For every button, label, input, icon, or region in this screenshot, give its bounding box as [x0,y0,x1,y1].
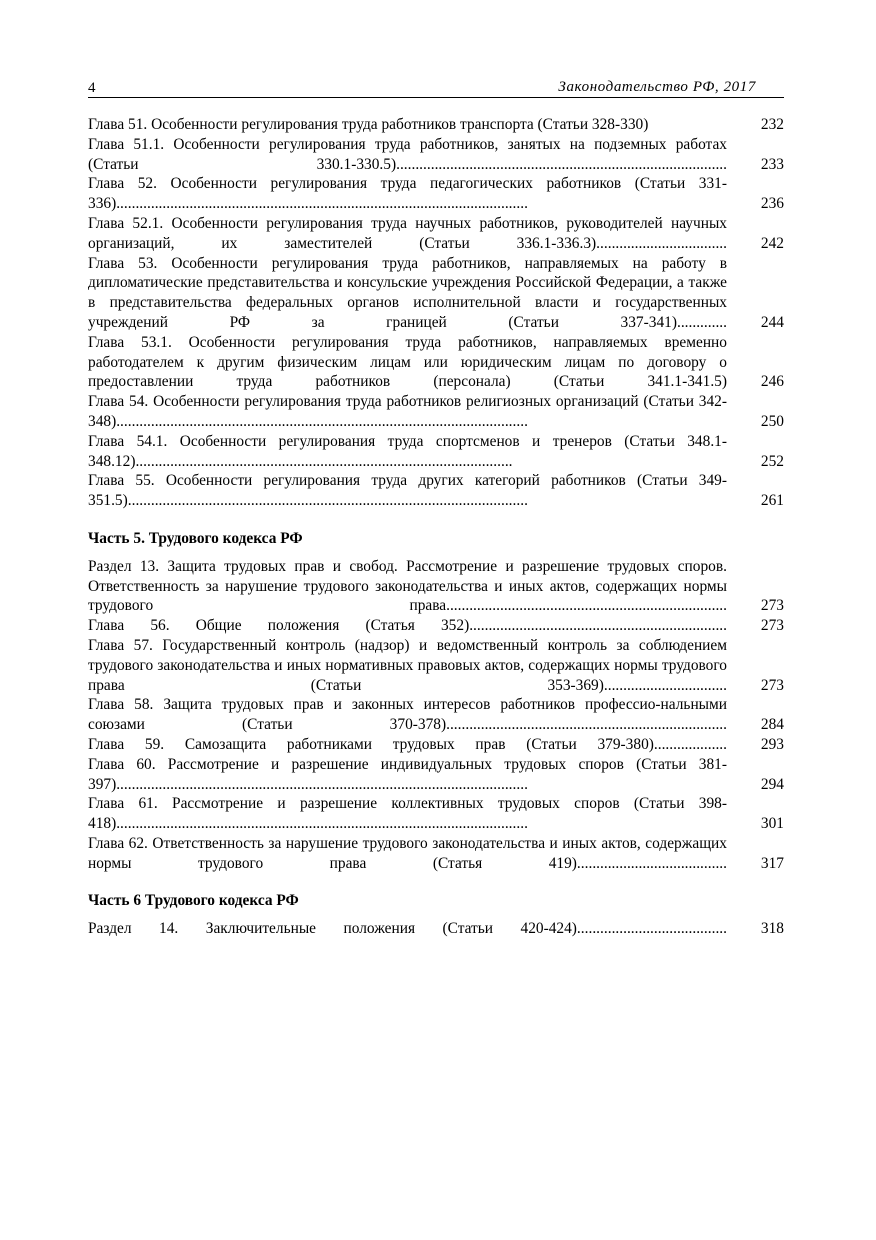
toc-entry[interactable] [88,214,784,254]
toc-entry[interactable] [88,695,784,735]
part-5-heading: Часть 5. Трудового кодекса РФ [88,529,303,547]
toc-entry-title: Глава 60. Рассмотрение и разрешение индивидуальных трудовых споров (Статьи 381-397)........................................................................................................... [88,755,727,793]
document-page [88,78,784,939]
toc-entry[interactable] [88,834,784,874]
toc-entry-page: 246 [760,373,784,391]
part-6-heading: Часть 6 Трудового кодекса РФ [88,892,299,910]
toc-entry-page: 318 [760,920,784,938]
header-title: Законодательство РФ, 2017 [558,79,756,95]
toc-entry-page: 284 [760,716,784,734]
toc-entry[interactable] [88,794,784,834]
toc-entry[interactable] [88,432,784,472]
toc-entry[interactable] [88,636,784,695]
toc-entry-title: Глава 53. Особенности регулирования труда работников, направляемых на работу в дипломатические представительства и консульские учреждения Российской Федерации, а также в представительства федеральных органов исполнительной власти и государственных учреждений РФ за границей (Статьи 337-341)............. [88,254,727,331]
toc-entry-title: Глава 62. Ответственность за нарушение трудового законодательства и иных актов, содержащих нормы трудового права (Статья 419)....................................... [88,834,727,872]
toc-entry[interactable] [88,755,784,795]
toc-entry[interactable] [88,919,784,939]
toc-entry-title: Глава 56. Общие положения (Статья 352)................................................................... [88,617,727,635]
toc-entry-title: Глава 51. Особенности регулирования труда работников транспорта (Статьи 328-330) [88,116,649,133]
toc-entry[interactable] [88,333,784,392]
toc-entry-title: Раздел 14. Заключительные положения (Статьи 420-424)....................................... [88,920,727,938]
toc-entry-page: 301 [760,815,784,833]
toc-entry[interactable] [88,254,784,333]
toc-entry-title: Глава 53.1. Особенности регулирования труда работников, направляемых временно работодателем к другим физическим лицам или юридическим лицам по договору о предоставлении труда работников (персонала) (Статьи 341.1-341.5) [88,333,727,391]
toc-entry-title: Глава 52.1. Особенности регулирования труда научных работников, руководителей научных организаций, их заместителей (Статьи 336.1-336.3).................................. [88,214,727,252]
table-of-contents [88,115,784,939]
toc-entry[interactable] [88,616,784,636]
toc-entry-title: Глава 61. Рассмотрение и разрешение коллективных трудовых споров (Статьи 398-418)........................................................................................................... [88,795,727,833]
toc-entry-title: Глава 54.1. Особенности регулирования труда спортсменов и тренеров (Статьи 348.1-348.12).................................................................................................. [88,432,727,470]
toc-entry-title: Глава 59. Самозащита работниками трудовых прав (Статьи 379-380)................... [88,735,727,753]
toc-entry[interactable] [88,735,784,755]
toc-entry[interactable] [88,557,784,616]
toc-entry-page: 242 [760,234,784,252]
toc-entry-page: 273 [760,597,784,615]
toc-entry-title: Глава 51.1. Особенности регулирования труда работников, занятых на подземных работах (Статьи 330.1-330.5)...................................................................................... [88,135,727,173]
toc-entry-title: Глава 57. Государственный контроль (надзор) и ведомственный контроль за соблюдением трудового законодательства и иных нормативных правовых актов, содержащих нормы трудового права (Статьи 353-369)................................ [88,636,727,694]
toc-entry-title: Раздел 13. Защита трудовых прав и свобод. Рассмотрение и разрешение трудовых споров. Ответственность за нарушение трудового законодательства и иных актов, содержащих нормы трудового права......................................................................... [88,557,727,615]
toc-entry-page: 236 [760,195,784,213]
toc-entry-page: 294 [760,775,784,793]
toc-entry-title: Глава 58. Защита трудовых прав и законных интересов работников профессио-нальными союзами (Статьи 370-378)......................................................................... [88,696,727,734]
toc-entry[interactable] [88,392,784,432]
toc-entry[interactable] [88,115,784,135]
running-header [88,78,784,98]
toc-entry-page: 261 [760,492,784,510]
toc-entry-page: 317 [760,854,784,872]
toc-entry-page: 252 [760,452,784,470]
toc-entry[interactable] [88,471,784,511]
toc-entry-page: 244 [760,313,784,331]
toc-entry-page: 233 [760,155,784,173]
toc-entry-title: Глава 55. Особенности регулирования труда других категорий работников (Статьи 349-351.5)........................................................................................................ [88,472,727,510]
toc-entry-page: 273 [760,617,784,635]
page-number: 4 [88,80,96,96]
toc-entry-page: 273 [760,676,784,694]
toc-entry-title: Глава 54. Особенности регулирования труда работников религиозных организаций (Статьи 342-348)........................................................................................................... [88,393,727,430]
toc-entry-page: 293 [760,735,784,753]
toc-entry-page: 250 [760,412,784,430]
toc-entry[interactable] [88,135,784,175]
toc-entry[interactable] [88,174,784,214]
toc-entry-title: Глава 52. Особенности регулирования труда педагогических работников (Статьи 331-336)........................................................................................................... [88,175,727,213]
toc-entry-page: 232 [760,116,784,133]
